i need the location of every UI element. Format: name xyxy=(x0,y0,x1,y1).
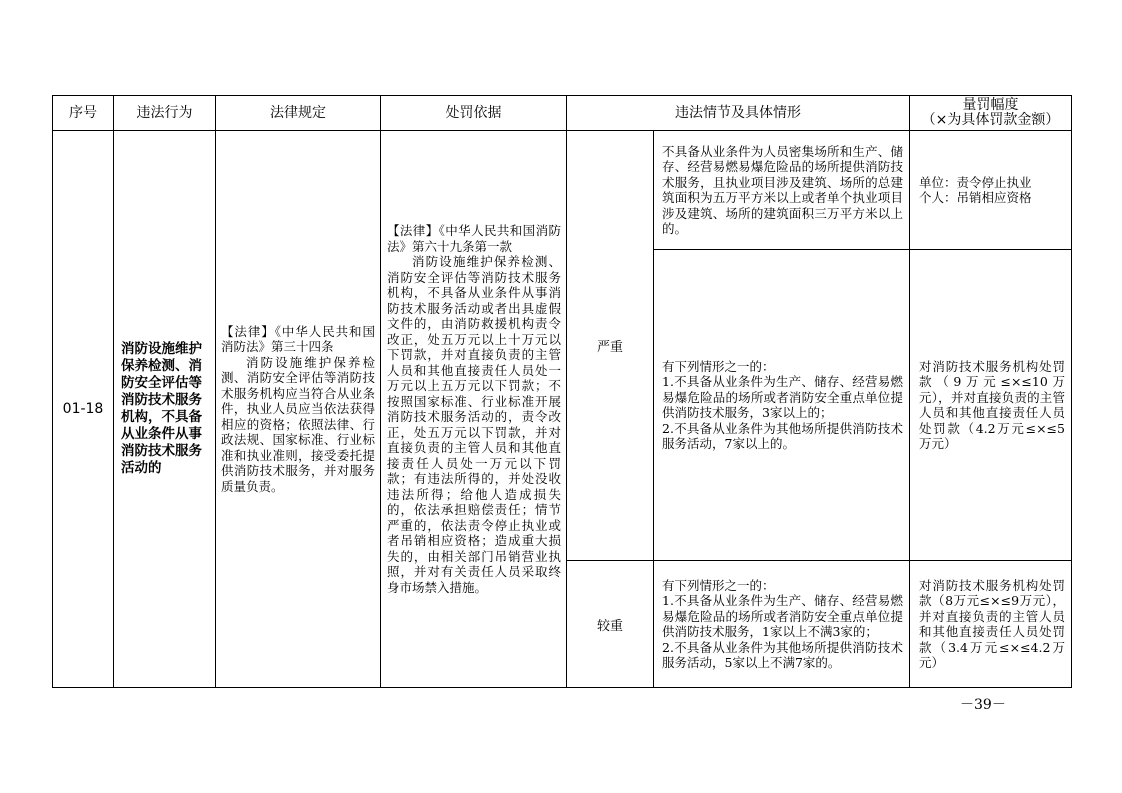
penalty-amount-2: 对消防技术服务机构处罚款（9万元≤×≤10万元），并对直接负责的主管人员和其他直接责任人员处罚款（4.2万元≤×≤5万元） xyxy=(910,250,1072,561)
header-basis: 处罚依据 xyxy=(381,96,567,131)
severity-serious: 严重 xyxy=(567,131,654,561)
penalty-basis xyxy=(381,131,567,688)
header-no: 序号 xyxy=(53,96,114,131)
record-number: 01-18 xyxy=(53,131,114,688)
detail-item-1: 1.不具备从业条件为生产、储存、经营易燃易爆危险品的场所或者消防安全重点单位提供消防技术服务，1家以上不满3家的； xyxy=(662,593,903,639)
basis-title: 【法律】《中华人民共和国消防法》第六十九条第一款 xyxy=(387,223,561,254)
detail-item-2: 2.不具备从业条件为其他场所提供消防技术服务活动，5家以上不满7家的。 xyxy=(662,639,903,670)
amount-unit-line: 单位：责令停止执业 xyxy=(919,174,1032,190)
detail-item-1: 1.不具备从业条件为生产、储存、经营易燃易爆危险品的场所或者消防安全重点单位提供消防技术服务，3家以上的； xyxy=(662,374,903,420)
header-law: 法律规定 xyxy=(216,96,381,131)
penalty-table xyxy=(52,95,1072,688)
situation-detail-1: 不具备从业条件为人员密集场所和生产、储存、经营易燃易爆危险品的场所提供消防技术服务，且执业项目涉及建筑、场所的总建筑面积为五万平方米以上或者单个执业项目涉及建筑、场所的建筑面积三万平方米以上的。 xyxy=(654,131,910,250)
header-amount-line2: （×为具体罚款金额） xyxy=(921,112,1060,128)
severity-heavier: 较重 xyxy=(567,561,654,688)
header-amount xyxy=(910,96,1072,131)
law-title: 【法律】《中华人民共和国消防法》第三十四条 xyxy=(221,323,375,355)
penalty-amount-1 xyxy=(910,131,1072,250)
legal-provision xyxy=(216,131,381,688)
page-number: －39－ xyxy=(960,697,1006,713)
header-amount-line1: 量罚幅度 xyxy=(962,97,1019,113)
violation-act: 消防设施维护保养检测、消防安全评估等消防技术服务机构，不具备从业条件从事消防技术服务活动的 xyxy=(114,131,216,688)
detail-intro: 有下列情形之一的： xyxy=(662,358,775,374)
detail-item-2: 2.不具备从业条件为其他场所提供消防技术服务活动，7家以上的。 xyxy=(662,420,903,451)
penalty-amount-3: 对消防技术服务机构处罚款（8万元≤×≤9万元），并对直接负责的主管人员和其他直接责任人员处罚款（3.4万元≤×≤4.2万元） xyxy=(910,561,1072,688)
header-row xyxy=(53,96,1072,131)
header-detail: 违法情节及具体情形 xyxy=(567,96,910,131)
situation-detail-2 xyxy=(654,250,910,561)
amount-person-line: 个人：吊销相应资格 xyxy=(919,190,1032,205)
basis-text: 消防设施维护保养检测、消防安全评估等消防技术服务机构，不具备从业条件从事消防技术服务活动或者出具虚假文件的，由消防救援机构责令改正，处五万元以上十万元以下罚款，并对直接负责的主管人员和其他直接责任人员处一万元以上五万元以下罚款；不按照国家标准、行业标准开展消防技术服务活动的，责令改正，处五万元以下罚款，并对直接负责的主管人员和其他直接责任人员处一万元以下罚款；有违法所得的，并处没收违法所得；给他人造成损失的，依法承担赔偿责任；情节严重的，依法责令停止执业或者吊销相应资格；造成重大损失的，由相关部门吊销营业执照，并对有关责任人员采取终身市场禁入措施。 xyxy=(387,254,561,595)
situation-detail-3 xyxy=(654,561,910,688)
table-row xyxy=(53,131,1072,250)
header-act: 违法行为 xyxy=(114,96,216,131)
law-text: 消防设施维护保养检测、消防安全评估等消防技术服务机构应当符合从业条件，执业人员应当依法获得相应的资格；依照法律、行政法规、国家标准、行业标准和执业准则，接受委托提供消防技术服务，并对服务质量负责。 xyxy=(221,354,375,494)
detail-intro: 有下列情形之一的： xyxy=(662,577,775,593)
